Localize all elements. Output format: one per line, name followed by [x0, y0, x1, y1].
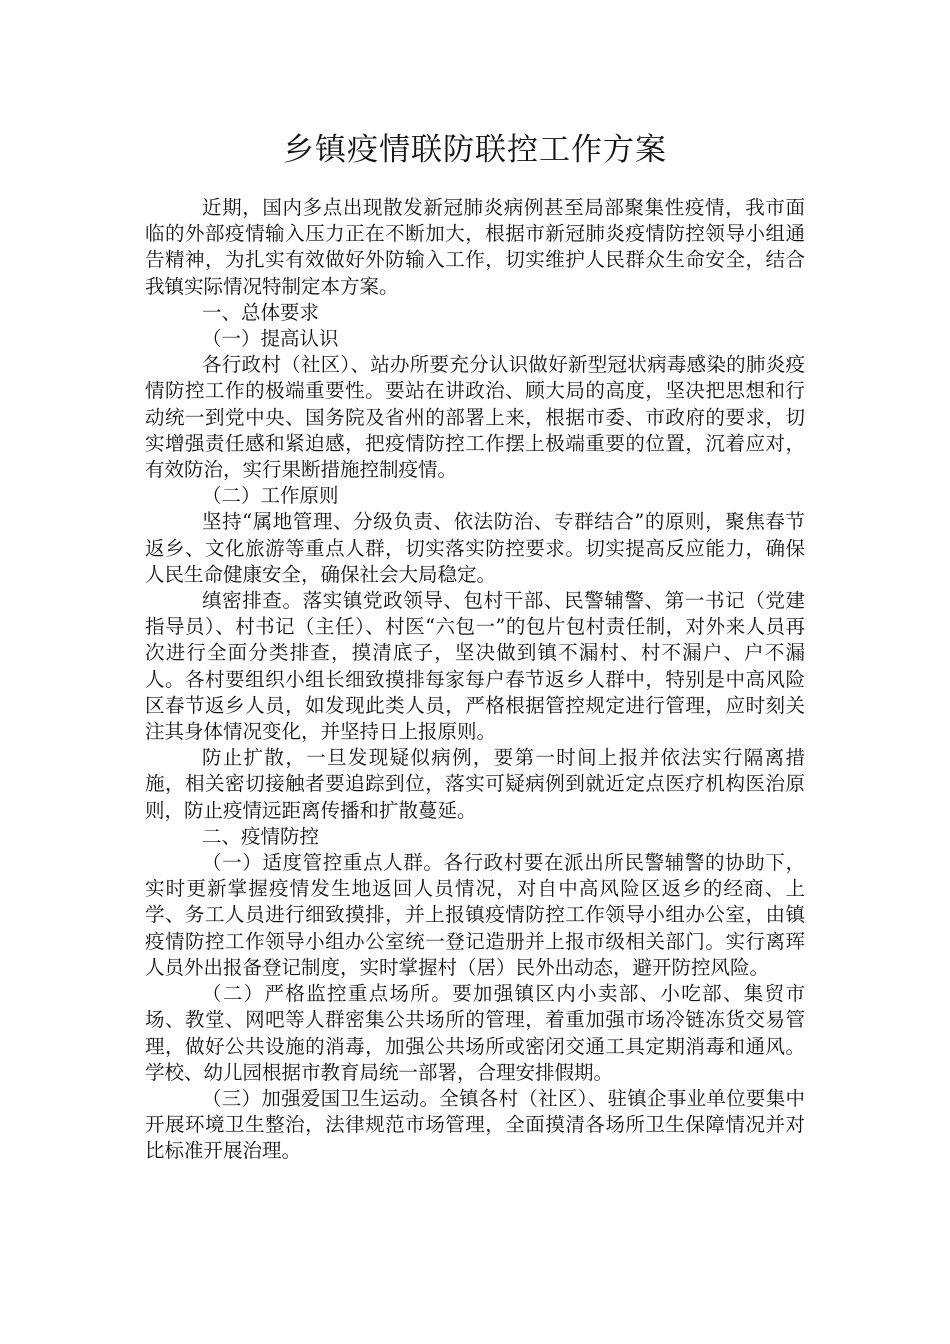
paragraph-screening: 缜密排查。落实镇党政领导、包村干部、民警辅警、第一书记（党建指导员）、村书记（主任）、村医“六包一”的包片包村责任制，对外来人员再次进行全面分类排查，摸清底子，坚决做到镇不漏村、村不漏户、户不漏人。各村要组织小组长细致摸排每家每户春节返乡人群中，特别是中高风险区春节返乡人员，如发现此类人员，严格根据管控规定进行管理，应时刻关注其身体情况变化，并坚持日上报原则。 [145, 589, 805, 744]
paragraph-intro: 近期，国内多点出现散发新冠肺炎病例甚至局部聚集性疫情，我市面临的外部疫情输入压力正在不断加大，根据市新冠肺炎疫情防控领导小组通告精神，为扎实有效做好外防输入工作，切实维护人民群众生命安全，结合我镇实际情况特制定本方案。 [145, 196, 805, 298]
paragraph-principles: 坚持“属地管理、分级负责、依法防治、专群结合”的原则，聚焦春节返乡、文化旅游等重点人群，切实落实防控要求。切实提高反应能力，确保人民生命健康安全，确保社会大局稳定。 [145, 510, 805, 586]
document-title: 乡镇疫情联防联控工作方案 [283, 132, 667, 168]
paragraph-sanitation: （三）加强爱国卫生运动。全镇各村（社区）、驻镇企事业单位要集中开展环境卫生整治，法律规范市场管理，全面摸清各场所卫生保障情况并对比标准开展治理。 [145, 1086, 805, 1163]
document-body [145, 195, 805, 1165]
paragraph-prevent-spread: 防止扩散，一旦发现疑似病例，要第一时间上报并依法实行隔离措施，相关密切接触者要追踪到位，落实可疑病例到就近定点医疗机构医治原则，防止疫情远距离传播和扩散蔓延。 [145, 746, 805, 822]
subsection-heading-principles: （二）工作原则 [202, 484, 339, 508]
paragraph-awareness: 各行政村（社区）、站办所要充分认识做好新型冠状病毒感染的肺炎疫情防控工作的极端重要性。要站在讲政治、顾大局的高度，坚决把思想和行动统一到党中央、国务院及省州的部署上来，根据市委、市政府的要求，切实增强责任感和紧迫感，把疫情防控工作摆上极端重要的位置，沉着应对，有效防治，实行果断措施控制疫情。 [145, 353, 805, 482]
subsection-heading-awareness: （一）提高认识 [202, 327, 339, 351]
section-heading-general-requirements: 一、总体要求 [202, 300, 320, 324]
paragraph-key-groups: （一）适度管控重点人群。各行政村要在派出所民警辅警的协助下，实时更新掌握疫情发生地返回人员情况，对自中高风险区返乡的经商、上学、务工人员进行细致摸排，并上报镇疫情防控工作领导小组办公室，由镇疫情防控工作领导小组办公室统一登记造册并上报市级相关部门。实行离珲人员外出报备登记制度，实时掌握村（居）民外出动态，避开防控风险。 [145, 851, 805, 979]
section-heading-epidemic-control: 二、疫情防控 [202, 824, 320, 848]
paragraph-key-places: （二）严格监控重点场所。要加强镇区内小卖部、小吃部、集贸市场、教堂、网吧等人群密集公共场所的管理，着重加强市场冷链冻货交易管理，做好公共设施的消毒，加强公共场所或密闭交通工具定期消毒和通风。学校、幼儿园根据市教育局统一部署，合理安排假期。 [145, 982, 805, 1084]
